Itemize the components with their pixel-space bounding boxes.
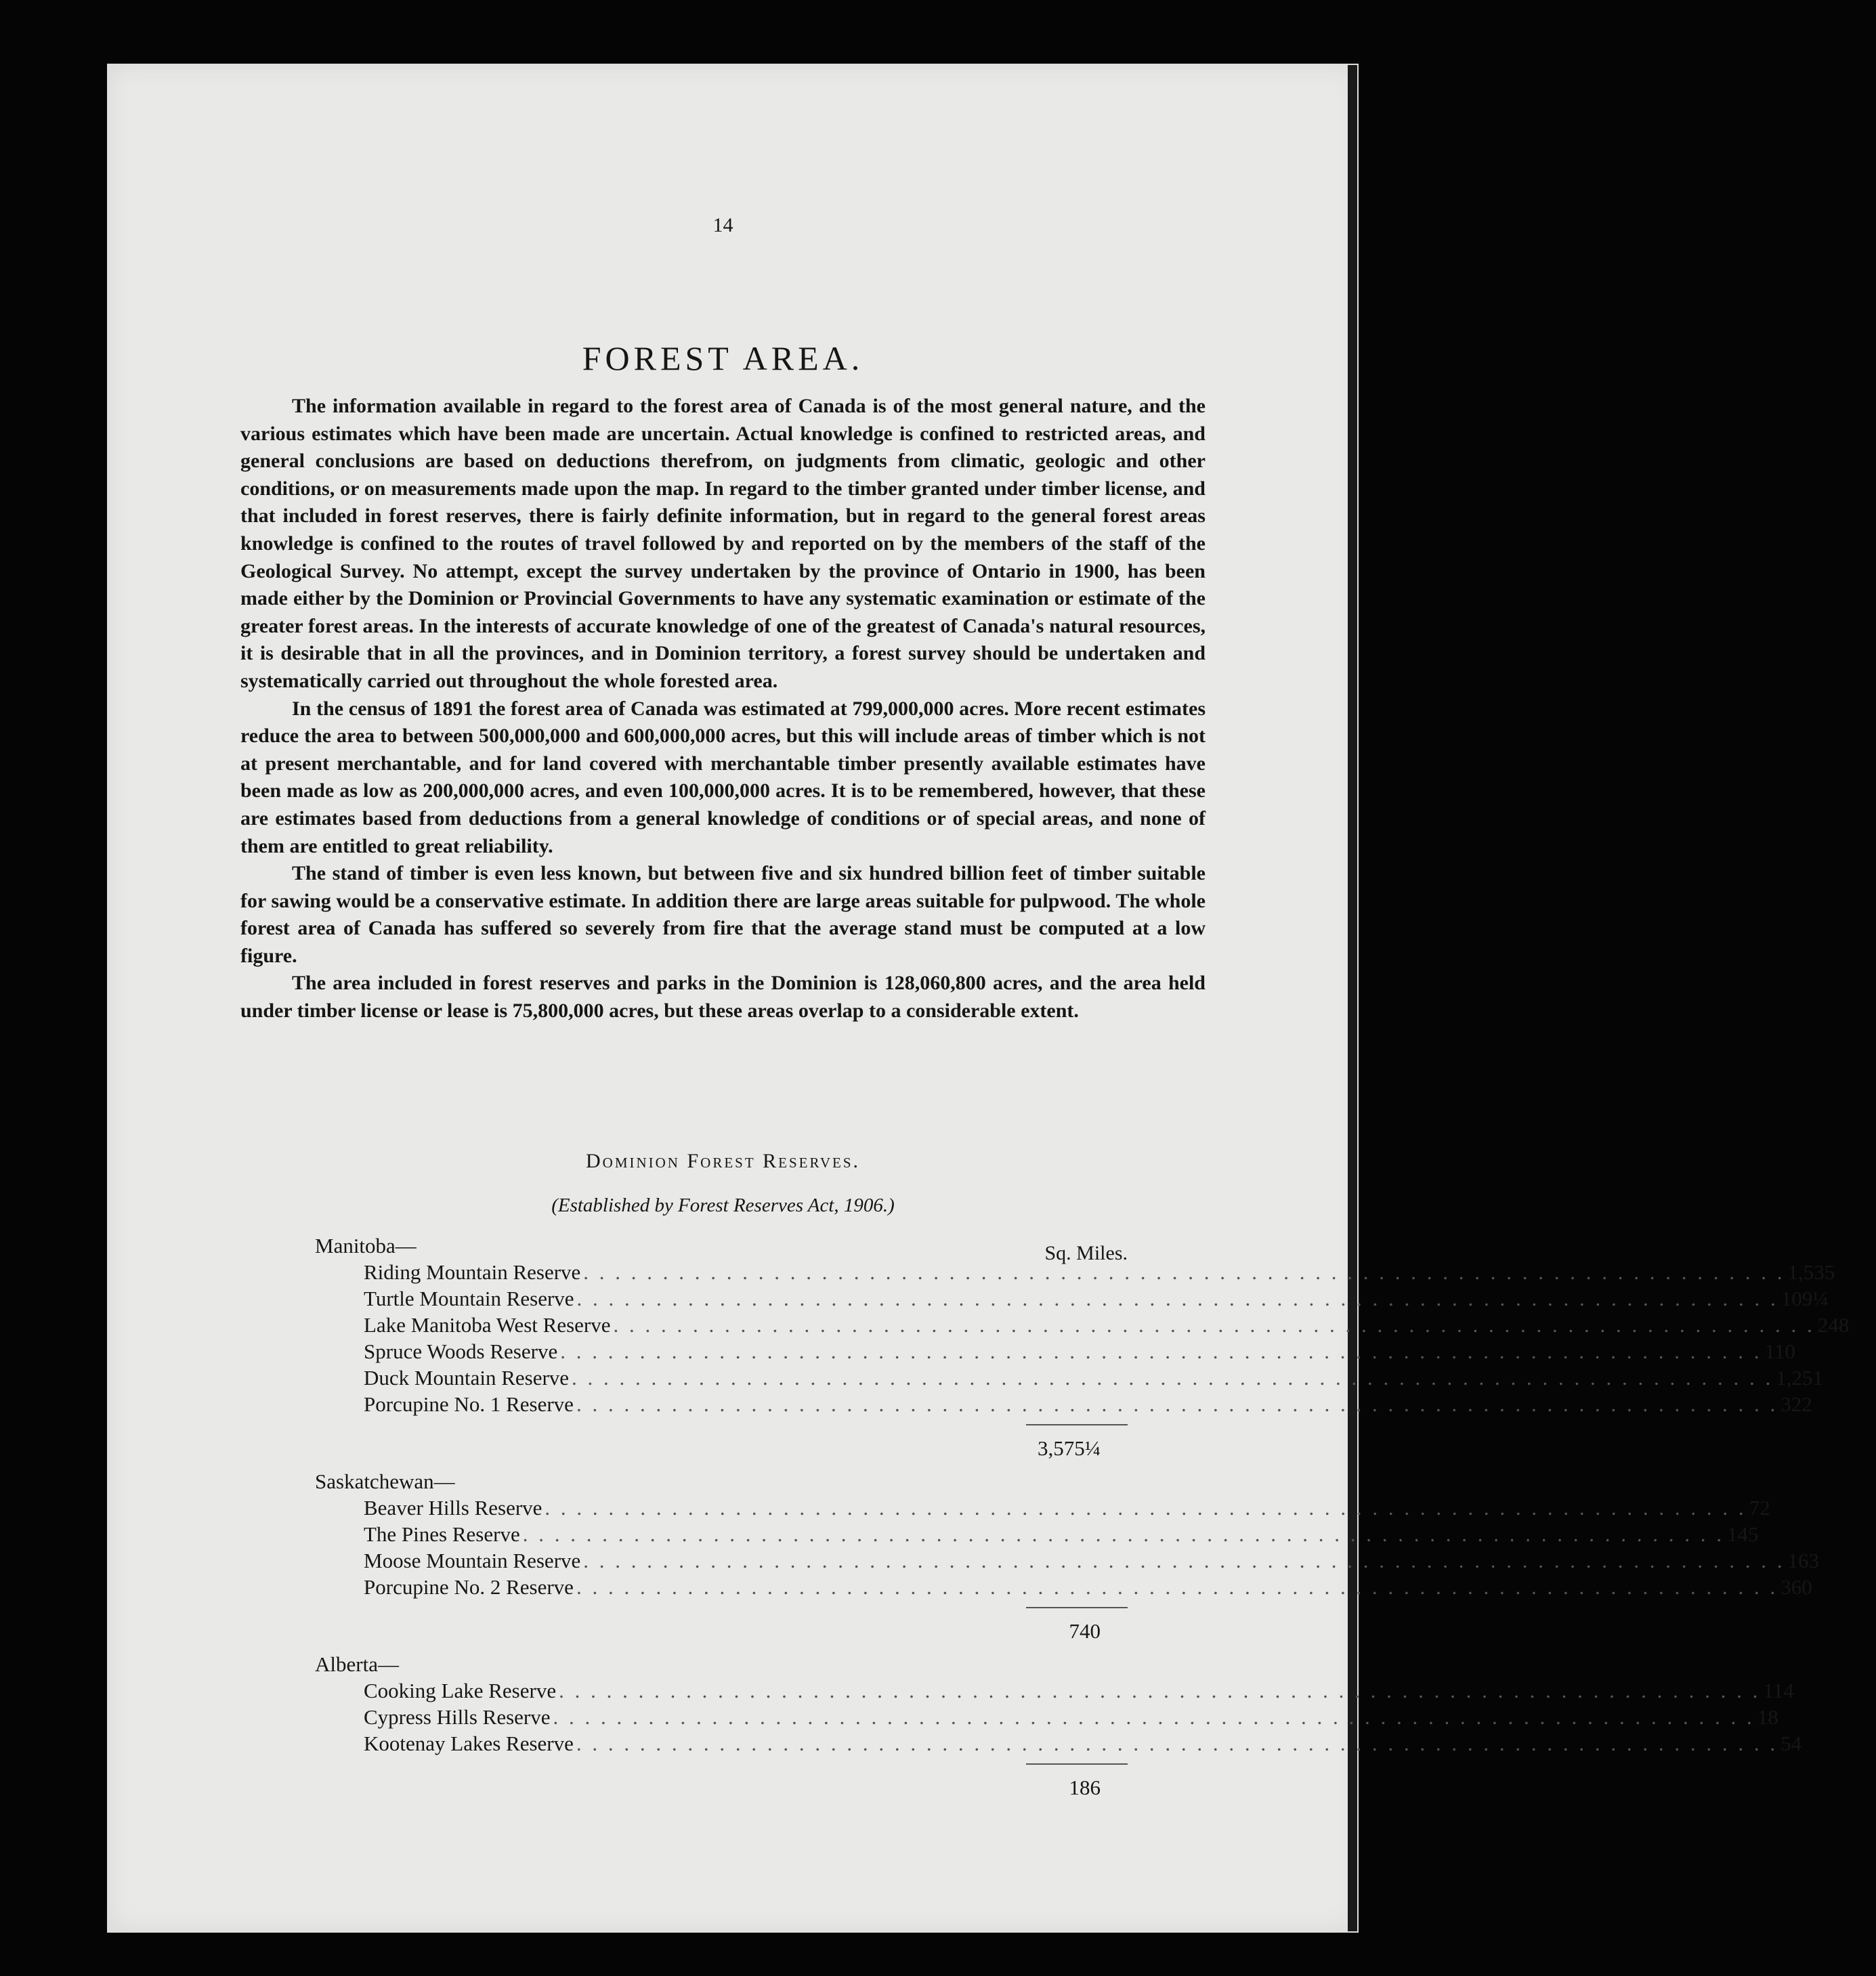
paragraph: The information available in regard to the forest area of Canada is of the most general nature, and the various estimates which have been made are uncertain. Actual knowledge is confined to restricted areas, and general conclusions are based on deductions therefrom, on judgments from climatic, geologic and other conditions, or on measurements made upon the map. In regard to the timber granted under timber license, and that included in forest reserves, there is fairly definite information, but in regard to the general forest areas knowledge is confined to the routes of travel followed by and reported on by the members of the staff of the Geological Survey. No attempt, except the survey undertaken by the province of Ontario in 1900, has been made either by the Dominion or Provincial Governments to have any systematic examination or estimate of the greater forest areas. In the interests of accurate knowledge of one of the greatest of Canada's natural resources, it is desirable that in all the provinces, and in Dominion territory, a forest survey should be undertaken and systematically carried out throughout the whole forested area. — [240, 395, 1206, 692]
paragraph: The area included in forest reserves and parks in the Dominion is 128,060,800 acres, and the area held under timber license or lease is 75,800,000 acres, but these areas overlap to a considerable extent. — [240, 972, 1206, 1023]
table-row — [315, 1287, 1829, 1313]
reserve-name: Cypress Hills Reserve — [364, 1705, 551, 1729]
province-heading — [315, 1652, 1128, 1679]
page-edge-shadow — [1348, 65, 1357, 1931]
table-row — [315, 1522, 1759, 1549]
reserve-name: Cooking Lake Reserve — [364, 1679, 557, 1702]
province-heading — [315, 1469, 1128, 1496]
reserve-area: 72 — [1749, 1496, 1770, 1520]
table-row — [315, 1549, 1820, 1575]
table-row — [315, 1366, 1824, 1392]
province-heading — [315, 1234, 1128, 1264]
dot-leader: . . . . . . . . . . . . . . . . . . . . . . . . . . . . . . . . . . . . . . . . . . . . . . . . . . . . . . . . . . . . . . . . . . . . . . . . . . . . — [613, 1313, 1815, 1337]
dot-leader: . . . . . . . . . . . . . . . . . . . . . . . . . . . . . . . . . . . . . . . . . . . . . . . . . . . . . . . . . . . . . . . . . . . . . . . . . . . . — [576, 1732, 1778, 1755]
reserve-area: 322 — [1781, 1392, 1812, 1416]
table-row — [315, 1575, 1812, 1602]
reserve-area: 145 — [1726, 1522, 1759, 1546]
page-number: 14 — [712, 214, 733, 236]
dot-leader: . . . . . . . . . . . . . . . . . . . . . . . . . . . . . . . . . . . . . . . . . . . . . . . . . . . . . . . . . . . . . . . . . . . . . . . . . . . . — [545, 1496, 1747, 1520]
reserve-area: 1,535 — [1787, 1260, 1835, 1284]
table-row — [315, 1260, 1835, 1287]
paragraph: The stand of timber is even less known, but between five and six hundred billion feet of timber suitable for sawing would be a conservative estimate. In addition there are large areas suitable for pulpwood. The whole forest area of Canada has suffered so severely from fire that the average stand must be computed at a low figure. — [240, 862, 1206, 967]
reserve-name: Turtle Mountain Reserve — [364, 1287, 574, 1310]
table-row — [315, 1313, 1850, 1339]
reserve-name: Porcupine No. 1 Reserve — [364, 1392, 574, 1416]
dot-leader: . . . . . . . . . . . . . . . . . . . . . . . . . . . . . . . . . . . . . . . . . . . . . . . . . . . . . . . . . . . . . . . . . . . . . . . . . . . . — [560, 1339, 1762, 1363]
reserve-name: Kootenay Lakes Reserve — [364, 1732, 574, 1755]
dot-leader: . . . . . . . . . . . . . . . . . . . . . . . . . . . . . . . . . . . . . . . . . . . . . . . . . . . . . . . . . . . . . . . . . . . . . . . . . . . . — [553, 1705, 1755, 1729]
table-subtitle: (Established by Forest Reserves Act, 1906.) — [551, 1195, 895, 1216]
reserves-table — [315, 1234, 1850, 1809]
province-name: Manitoba— — [315, 1234, 417, 1258]
reserve-name: Riding Mountain Reserve — [364, 1260, 581, 1284]
reserve-name: Duck Mountain Reserve — [364, 1366, 570, 1390]
reserve-name: Moose Mountain Reserve — [364, 1549, 581, 1572]
section-title: FOREST AREA. — [582, 339, 864, 377]
reserve-area: 360 — [1781, 1575, 1812, 1599]
subtotal-value: 3,575¼ — [1038, 1436, 1101, 1460]
dot-leader: . . . . . . . . . . . . . . . . . . . . . . . . . . . . . . . . . . . . . . . . . . . . . . . . . . . . . . . . . . . . . . . . . . . . . . . . . . . . — [576, 1392, 1778, 1416]
subtotal-value: 740 — [1069, 1619, 1101, 1643]
province-name: Alberta— — [315, 1652, 399, 1676]
subtotal-rule — [1026, 1424, 1128, 1425]
subtotal-row — [315, 1602, 1128, 1652]
dot-leader: . . . . . . . . . . . . . . . . . . . . . . . . . . . . . . . . . . . . . . . . . . . . . . . . . . . . . . . . . . . . . . . . . . . . . . . . . . . . — [576, 1575, 1778, 1599]
table-row — [315, 1732, 1802, 1758]
dot-leader: . . . . . . . . . . . . . . . . . . . . . . . . . . . . . . . . . . . . . . . . . . . . . . . . . . . . . . . . . . . . . . . . . . . . . . . . . . . . — [583, 1549, 1785, 1572]
dot-leader: . . . . . . . . . . . . . . . . . . . . . . . . . . . . . . . . . . . . . . . . . . . . . . . . . . . . . . . . . . . . . . . . . . . . . . . . . . . . — [572, 1366, 1774, 1390]
paragraph: In the census of 1891 the forest area of Canada was estimated at 799,000,000 acres. More recent estimates reduce the area to between 500,000,000 and 600,000,000 acres, but this will include areas of timber which is not at present merchantable, and for land covered with merchantable timber presently available estimates have been made as low as 200,000,000 acres, and even 100,000,000 acres. It is to be remembered, however, that these are estimates based from deductions from a general knowledge of conditions or of special areas, and none of them are entitled to great reliability. — [240, 697, 1206, 857]
table-title: Dominion Forest Reserves. — [585, 1150, 861, 1172]
subtotal-row — [315, 1419, 1128, 1469]
reserve-area: 163 — [1787, 1549, 1820, 1572]
dot-leader: . . . . . . . . . . . . . . . . . . . . . . . . . . . . . . . . . . . . . . . . . . . . . . . . . . . . . . . . . . . . . . . . . . . . . . . . . . . . — [583, 1260, 1785, 1284]
table-row — [315, 1705, 1778, 1732]
reserve-name: The Pines Reserve — [364, 1522, 520, 1546]
reserve-name: Porcupine No. 2 Reserve — [364, 1575, 574, 1599]
subtotal-row — [315, 1758, 1128, 1809]
reserve-name: Lake Manitoba West Reserve — [364, 1313, 611, 1337]
reserve-area: 18 — [1757, 1705, 1778, 1729]
table-row — [315, 1392, 1812, 1419]
subtotal-value: 186 — [1069, 1776, 1101, 1799]
reserve-area: 1,251 — [1776, 1366, 1824, 1390]
reserve-area: 248 — [1817, 1313, 1850, 1337]
reserve-area: 114 — [1763, 1679, 1794, 1702]
reserve-area: 54 — [1781, 1732, 1802, 1755]
reserve-name: Beaver Hills Reserve — [364, 1496, 542, 1520]
reserve-area: 109¼ — [1781, 1287, 1829, 1310]
subtotal-rule — [1026, 1763, 1128, 1765]
table-row — [315, 1339, 1795, 1366]
body-text — [240, 393, 1206, 1025]
table-row — [315, 1496, 1770, 1522]
dot-leader: . . . . . . . . . . . . . . . . . . . . . . . . . . . . . . . . . . . . . . . . . . . . . . . . . . . . . . . . . . . . . . . . . . . . . . . . . . . . — [576, 1287, 1778, 1310]
reserve-area: 110 — [1764, 1339, 1795, 1363]
reserve-name: Spruce Woods Reserve — [364, 1339, 558, 1363]
units-label: Sq. Miles. — [1044, 1242, 1128, 1264]
dot-leader: . . . . . . . . . . . . . . . . . . . . . . . . . . . . . . . . . . . . . . . . . . . . . . . . . . . . . . . . . . . . . . . . . . . . . . . . . . . . — [522, 1522, 1724, 1546]
subtotal-rule — [1026, 1607, 1128, 1608]
province-name: Saskatchewan— — [315, 1469, 455, 1493]
dot-leader: . . . . . . . . . . . . . . . . . . . . . . . . . . . . . . . . . . . . . . . . . . . . . . . . . . . . . . . . . . . . . . . . . . . . . . . . . . . . — [559, 1679, 1761, 1702]
table-row — [315, 1679, 1794, 1705]
